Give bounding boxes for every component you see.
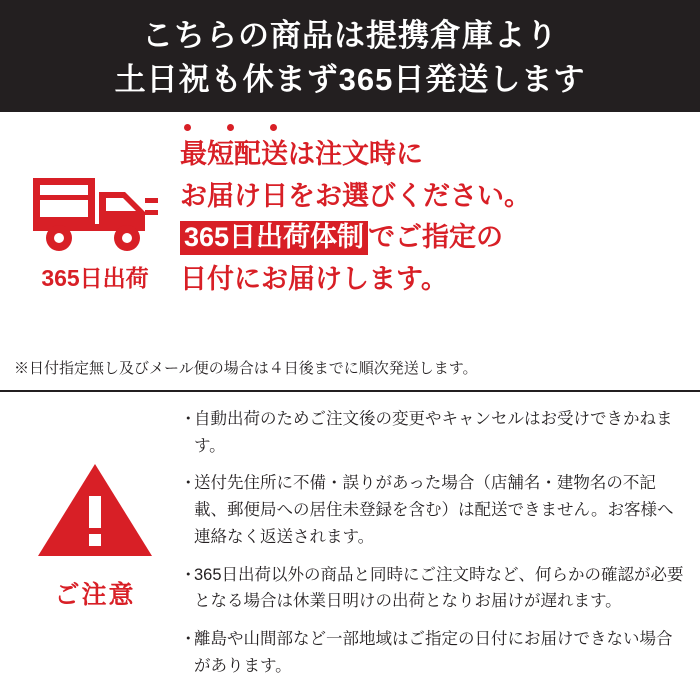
list-item-text: 離島や山間部など一部地域はご指定の日付にお届けできない場合があります。	[194, 630, 673, 675]
list-item	[180, 626, 684, 679]
delivery-line-4: 日付にお届けします。	[180, 263, 448, 294]
caution-icon-block	[10, 404, 180, 692]
delivery-line-1-wrap	[180, 134, 684, 176]
list-item	[180, 562, 684, 615]
bullet-mark-icon: ・	[180, 565, 197, 584]
delivery-truck-icon	[31, 168, 159, 254]
emphasis-dots-icon	[184, 124, 277, 131]
truck-block	[10, 120, 180, 354]
delivery-note: ※日付指定無し及びメール便の場合は４日後までに順次発送します。	[14, 359, 478, 377]
caution-label: ご注意	[54, 581, 136, 609]
bullet-mark-icon: ・	[180, 474, 197, 493]
caution-bullet-list	[180, 404, 690, 692]
list-item-text: 365日出荷以外の商品と同時にご注文時など、何らかの確認が必要となる場合は休業日明けの出荷となりお届けが遅れます。	[194, 565, 684, 611]
delivery-text-block	[180, 120, 690, 354]
list-item-text: 自動出荷のためご注文後の変更やキャンセルはお受けできかねます。	[194, 410, 673, 455]
list-item-text: 送付先住所に不備・誤りがあった場合（店舗名・建物名の不記載、郵便局への居住未登録を含む）は配送できません。お客様へ連絡なく返送されます。	[194, 474, 674, 546]
delivery-section	[0, 112, 700, 392]
truck-label: 365日出荷	[41, 265, 149, 291]
delivery-line-2: お届け日をお選びください。	[180, 180, 531, 211]
caution-section	[0, 392, 700, 698]
warning-triangle-icon	[36, 460, 154, 565]
delivery-line-3-wrap	[180, 217, 684, 259]
bullet-mark-icon: ・	[180, 630, 197, 649]
delivery-line-3-rest: でご指定の	[368, 222, 504, 253]
header-line-1: こちらの商品は提携倉庫より	[142, 17, 558, 53]
delivery-line-1: 最短配送は注文時に	[180, 139, 423, 169]
list-item	[180, 470, 684, 550]
banner-header	[0, 0, 700, 112]
delivery-main	[0, 112, 700, 354]
delivery-highlight: 365日出荷体制	[180, 221, 368, 255]
header-line-2: 土日祝も休まず365日発送します	[114, 62, 586, 97]
list-item	[180, 406, 684, 459]
bullet-mark-icon: ・	[180, 410, 197, 428]
